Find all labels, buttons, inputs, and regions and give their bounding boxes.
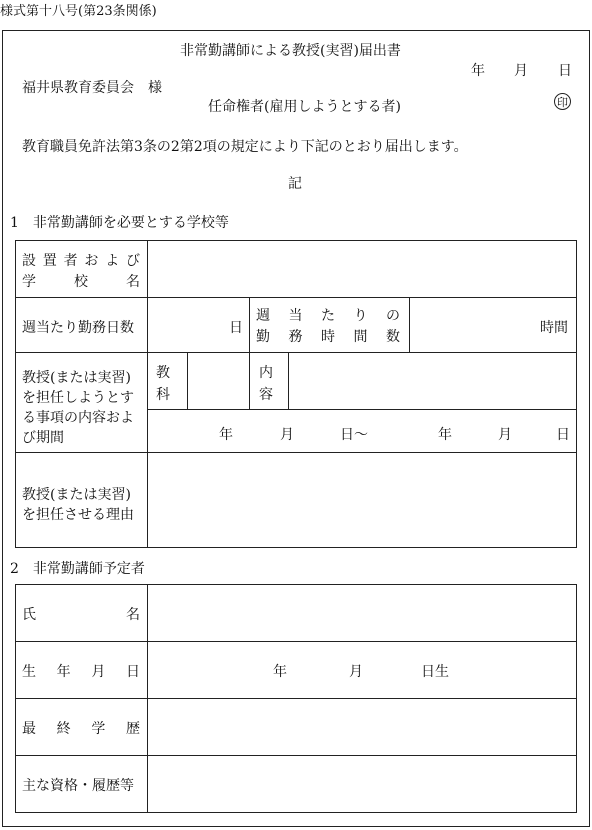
weekly-days-field[interactable]: [149, 299, 227, 351]
founder-school-label-1: 設 置 者 お よ び: [22, 253, 140, 269]
teaching-matter-label-3: る事項の内容およ: [22, 410, 134, 426]
period-start-year[interactable]: 年: [219, 427, 233, 443]
date-day[interactable]: 日: [558, 63, 572, 79]
founder-school-field[interactable]: [149, 242, 575, 296]
subject-label-1: 教: [156, 365, 170, 381]
period-end-year[interactable]: 年: [438, 427, 452, 443]
table-rule: [249, 297, 250, 352]
page-title: 非常勤講師による教授(実習)届出書: [180, 43, 401, 59]
reason-field[interactable]: [149, 454, 575, 546]
table-rule: [15, 755, 577, 756]
teaching-matter-label-2: を担任しようとす: [22, 390, 134, 406]
content-label-1: 内: [259, 365, 273, 381]
name-label: 氏 名: [22, 607, 140, 623]
ki-mark: 記: [288, 176, 302, 192]
section2-heading: 2 非常勤講師予定者: [10, 561, 145, 577]
reason-label-2: を担任させる理由: [22, 507, 134, 523]
form-id: 様式第十八号(第23条関係): [0, 4, 157, 19]
qualification-label: 主な資格・履歴等: [22, 778, 134, 794]
weekly-hours-label-2: 勤 務 時 間 数: [256, 329, 400, 345]
founder-school-label-2: 学 校 名: [22, 274, 140, 290]
table-rule: [249, 352, 250, 409]
education-field[interactable]: [149, 700, 575, 754]
weekly-days-unit: 日: [229, 320, 243, 336]
weekly-hours-field[interactable]: [411, 299, 536, 351]
period-end-month[interactable]: 月: [498, 427, 512, 443]
subject-label-2: 科: [156, 387, 170, 403]
birth-month[interactable]: 月: [349, 664, 363, 680]
date-year[interactable]: 年: [471, 63, 485, 79]
birth-label: 生 年 月 日: [22, 664, 140, 680]
table-rule: [187, 352, 188, 409]
qualification-field[interactable]: [149, 757, 575, 811]
period-start-month[interactable]: 月: [280, 427, 294, 443]
table-rule: [147, 409, 577, 410]
table-rule: [147, 240, 148, 548]
name-field[interactable]: [149, 586, 575, 640]
appointer-label: 任命権者(雇用しようとする者): [208, 99, 401, 115]
table-rule: [15, 452, 577, 453]
addressee: 福井県教育委員会 様: [22, 80, 162, 96]
weekly-hours-label-1: 週 当 た り の: [256, 308, 400, 324]
date-month[interactable]: 月: [514, 63, 528, 79]
statement: 教育職員免許法第3条の2第2項の規定により下記のとおり届出します。: [22, 139, 468, 155]
weekly-hours-unit: 時間: [540, 320, 568, 336]
education-label: 最 終 学 歴: [22, 721, 140, 737]
period-start-day[interactable]: 日〜: [340, 427, 368, 443]
table-rule: [288, 352, 289, 409]
table-rule: [409, 297, 410, 352]
table-rule: [15, 352, 577, 353]
table-rule: [147, 584, 148, 813]
teaching-matter-label-1: 教授(または実習): [22, 370, 131, 386]
period-end-day[interactable]: 日: [556, 427, 570, 443]
subject-field[interactable]: [189, 354, 247, 408]
weekly-days-label: 週当たり勤務日数: [22, 320, 134, 336]
reason-label-1: 教授(または実習): [22, 487, 131, 503]
content-field[interactable]: [290, 354, 575, 408]
table-rule: [15, 698, 577, 699]
section1-heading: 1 非常勤講師を必要とする学校等: [10, 215, 229, 231]
teaching-matter-label-4: び期間: [22, 430, 64, 446]
birth-year[interactable]: 年: [273, 664, 287, 680]
table-rule: [15, 297, 577, 298]
seal-mark: 印: [554, 93, 571, 110]
table-rule: [15, 641, 577, 642]
content-label-2: 容: [259, 387, 273, 403]
birth-day[interactable]: 日生: [421, 664, 449, 680]
